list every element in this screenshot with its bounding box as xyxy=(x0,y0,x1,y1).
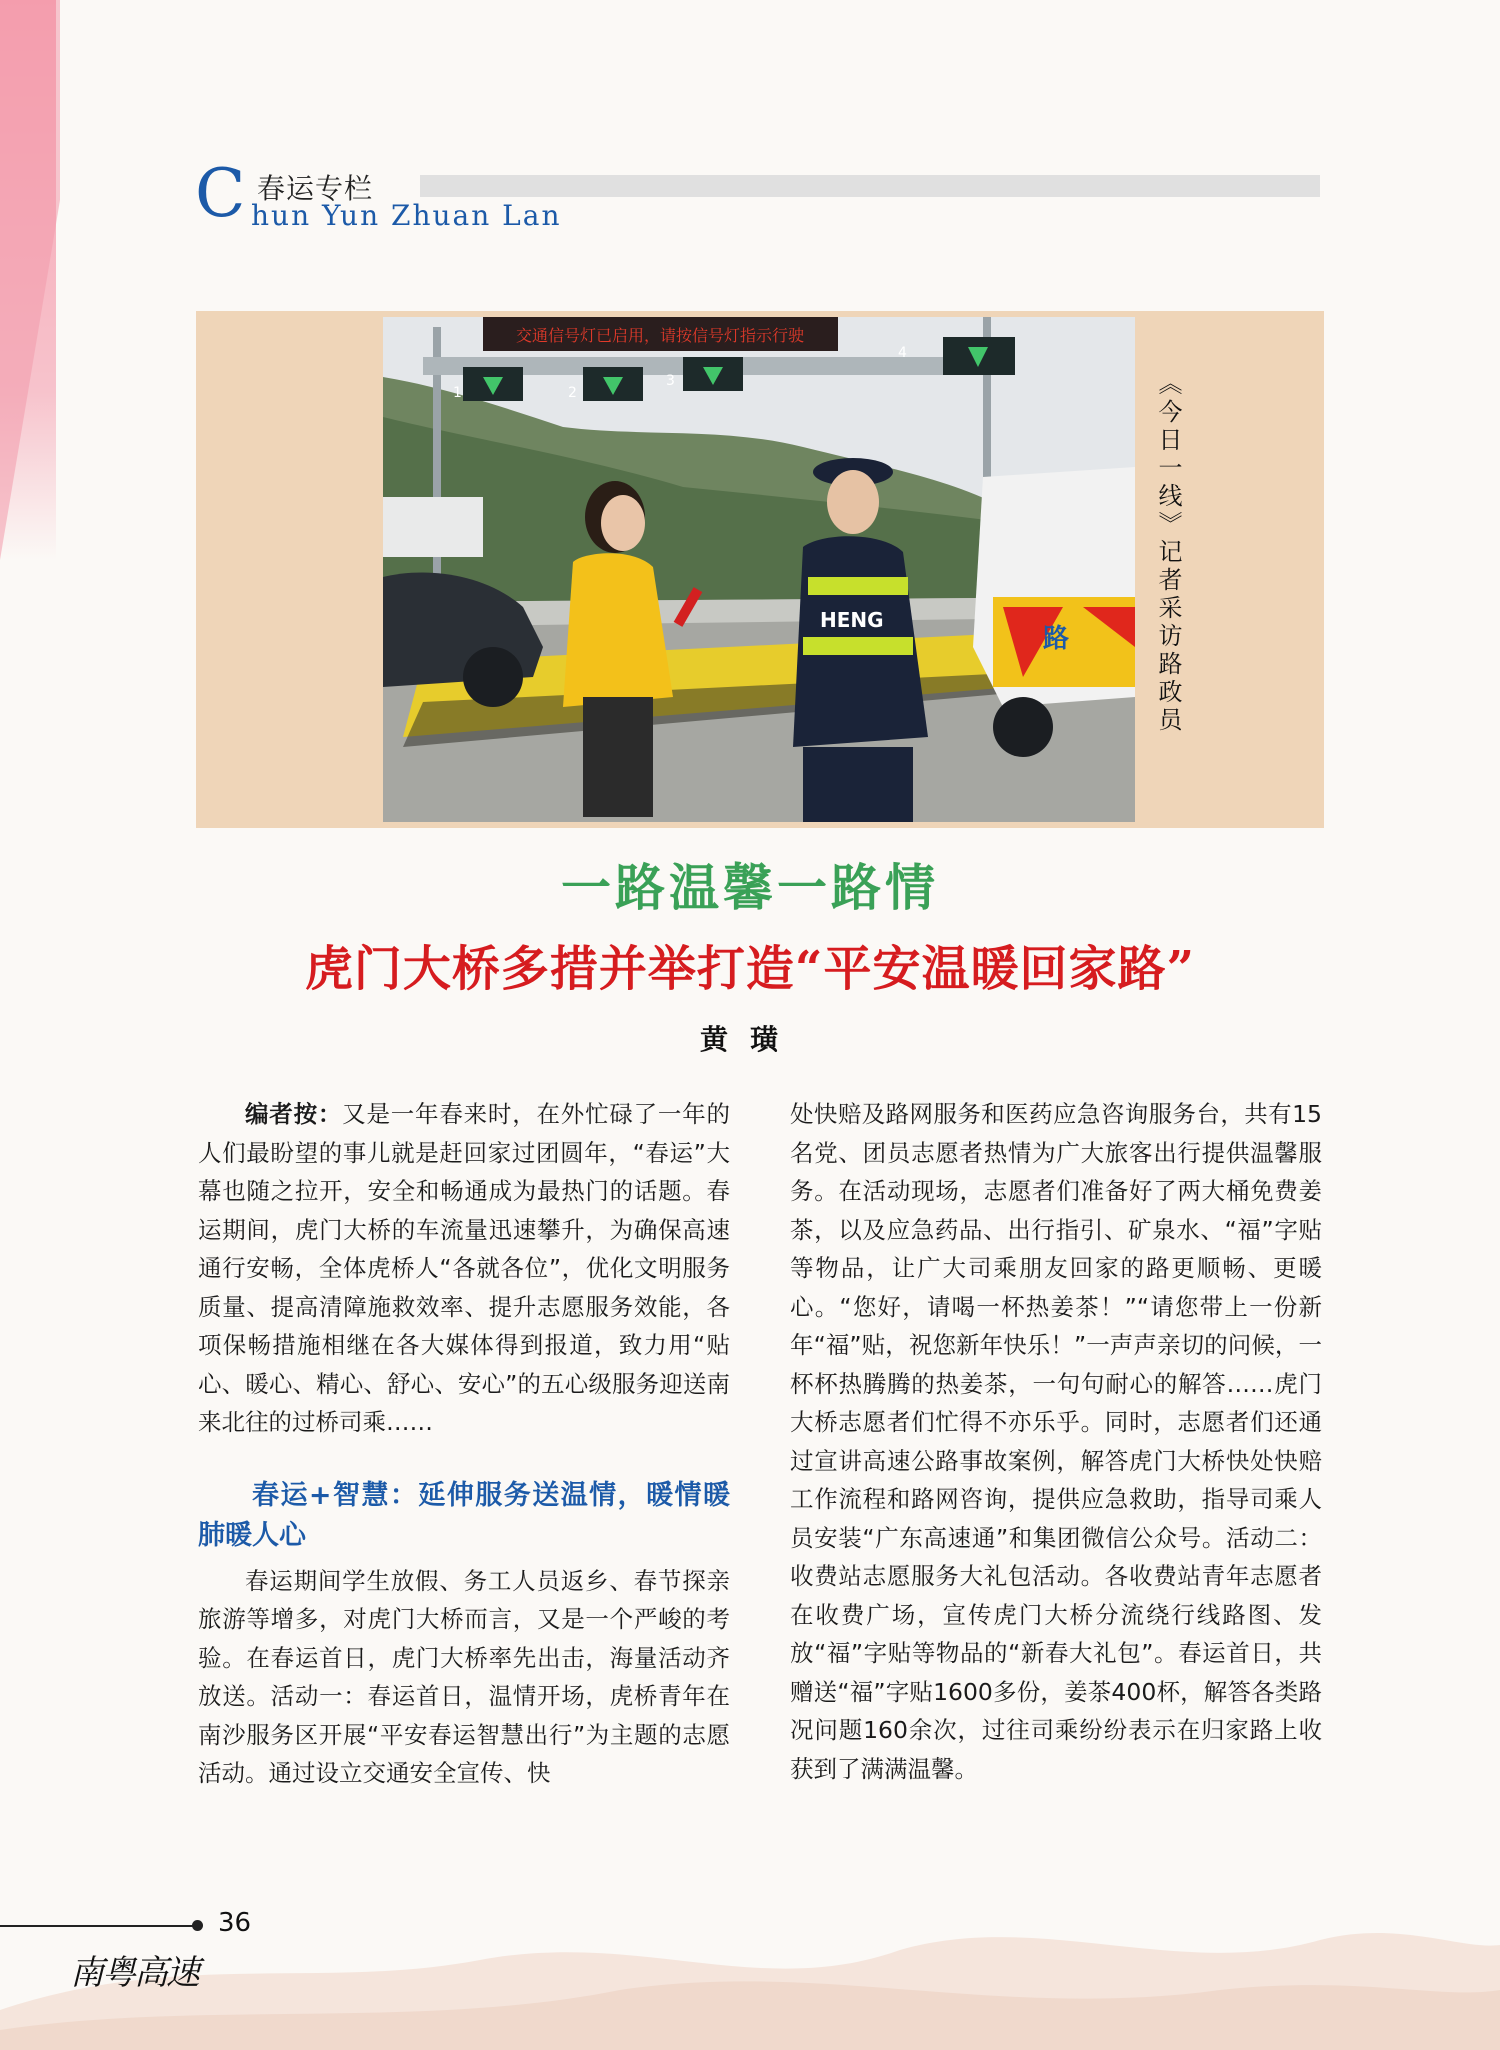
lane-number-2: 2 xyxy=(568,385,577,401)
magazine-logo: 南粤高速 xyxy=(70,1953,198,1993)
section-heading: 春运+智慧：延伸服务送温情，暖情暖肺暖人心 xyxy=(198,1479,730,1551)
column-bar xyxy=(420,175,1320,197)
article-author: 黄璜 xyxy=(699,1023,800,1056)
article-subtitle: 虎门大桥多措并举打造“平安温暖回家路” xyxy=(304,941,1196,997)
editor-note xyxy=(198,1095,730,1442)
lane-number-1: 1 xyxy=(453,385,462,401)
photo-illustration xyxy=(383,317,1135,822)
news-photo xyxy=(383,317,1135,822)
body-column-left xyxy=(198,1095,730,1793)
lane-number-4: 4 xyxy=(898,345,907,361)
column-header xyxy=(195,155,1325,235)
section-paragraph: 春运期间学生放假、务工人员返乡、春节探亲旅游等增多，对虎门大桥而言，又是一个严峻的考验。在春运首日，虎门大桥率先出击，海量活动齐放送。活动一：春运首日，温情开场，虎桥青年在南沙服务区开展“平安春运智慧出行”为主题的志愿活动。通过设立交通安全宣传、快 xyxy=(198,1566,730,1787)
footer-rule xyxy=(0,1925,196,1927)
photo-caption: 《今日一线》记者采访路政员 xyxy=(1154,371,1182,735)
column-title: 春运专栏 xyxy=(257,172,374,205)
vest-text: HENG xyxy=(820,608,884,632)
footer-dot xyxy=(192,1920,203,1931)
article-title: 一路温馨一路情 xyxy=(561,859,939,917)
page-number: 36 xyxy=(218,1908,252,1938)
body-column-right xyxy=(790,1095,1322,1788)
editor-note-label: 编者按： xyxy=(245,1100,343,1128)
truck-text: 路 xyxy=(1043,624,1070,654)
photo-frame xyxy=(196,311,1324,828)
gantry-sign-text: 交通信号灯已启用，请按信号灯指示行驶 xyxy=(515,326,805,345)
lane-number-3: 3 xyxy=(666,373,675,389)
column-initial: C xyxy=(195,155,246,232)
editor-note-text: 又是一年春来时，在外忙碌了一年的人们最盼望的事儿就是赶回家过团圆年，“春运”大幕也随之拉开，安全和畅通成为最热门的话题。春运期间，虎门大桥的车流量迅速攀升，为确保高速通行安畅，全体虎桥人“各就各位”，优化文明服务质量、提高清障施救效率、提升志愿服务效能，各项保畅措施相继在各大媒体得到报道，致力用“贴心、暖心、精心、舒心、安心”的五心级服务迎送南来北往的过桥司乘…… xyxy=(198,1100,731,1436)
right-paragraph: 处快赔及路网服务和医药应急咨询服务台，共有15名党、团员志愿者热情为广大旅客出行提供温馨服务。在活动现场，志愿者们准备好了两大桶免费姜茶，以及应急药品、出行指引、矿泉水、“福”字贴等物品，让广大司乘朋友回家的路更顺畅、更暖心。“您好，请喝一杯热姜茶！”“请您带上一份新年“福”贴，祝您新年快乐！”一声声亲切的问候，一杯杯热腾腾的热姜茶，一句句耐心的解答……虎门大桥志愿者们忙得不亦乐乎。同时，志愿者们还通过宣讲高速公路事故案例，解答虎门大桥快处快赔工作流程和路网咨询，提供应急救助，指导司乘人员安装“广东高速通”和集团微信公众号。活动二：收费站志愿服务大礼包活动。各收费站青年志愿者在收费广场，宣传虎门大桥分流绕行线路图、发放“福”字贴等物品的“新春大礼包”。春运首日，共赠送“福”字贴1600多份，姜茶400杯，解答各类路况问题160余次，过往司乘纷纷表示在归家路上收获到了满满温馨。 xyxy=(790,1100,1322,1783)
column-pinyin: hun Yun Zhuan Lan xyxy=(251,199,562,232)
decorative-wedge xyxy=(0,0,60,560)
